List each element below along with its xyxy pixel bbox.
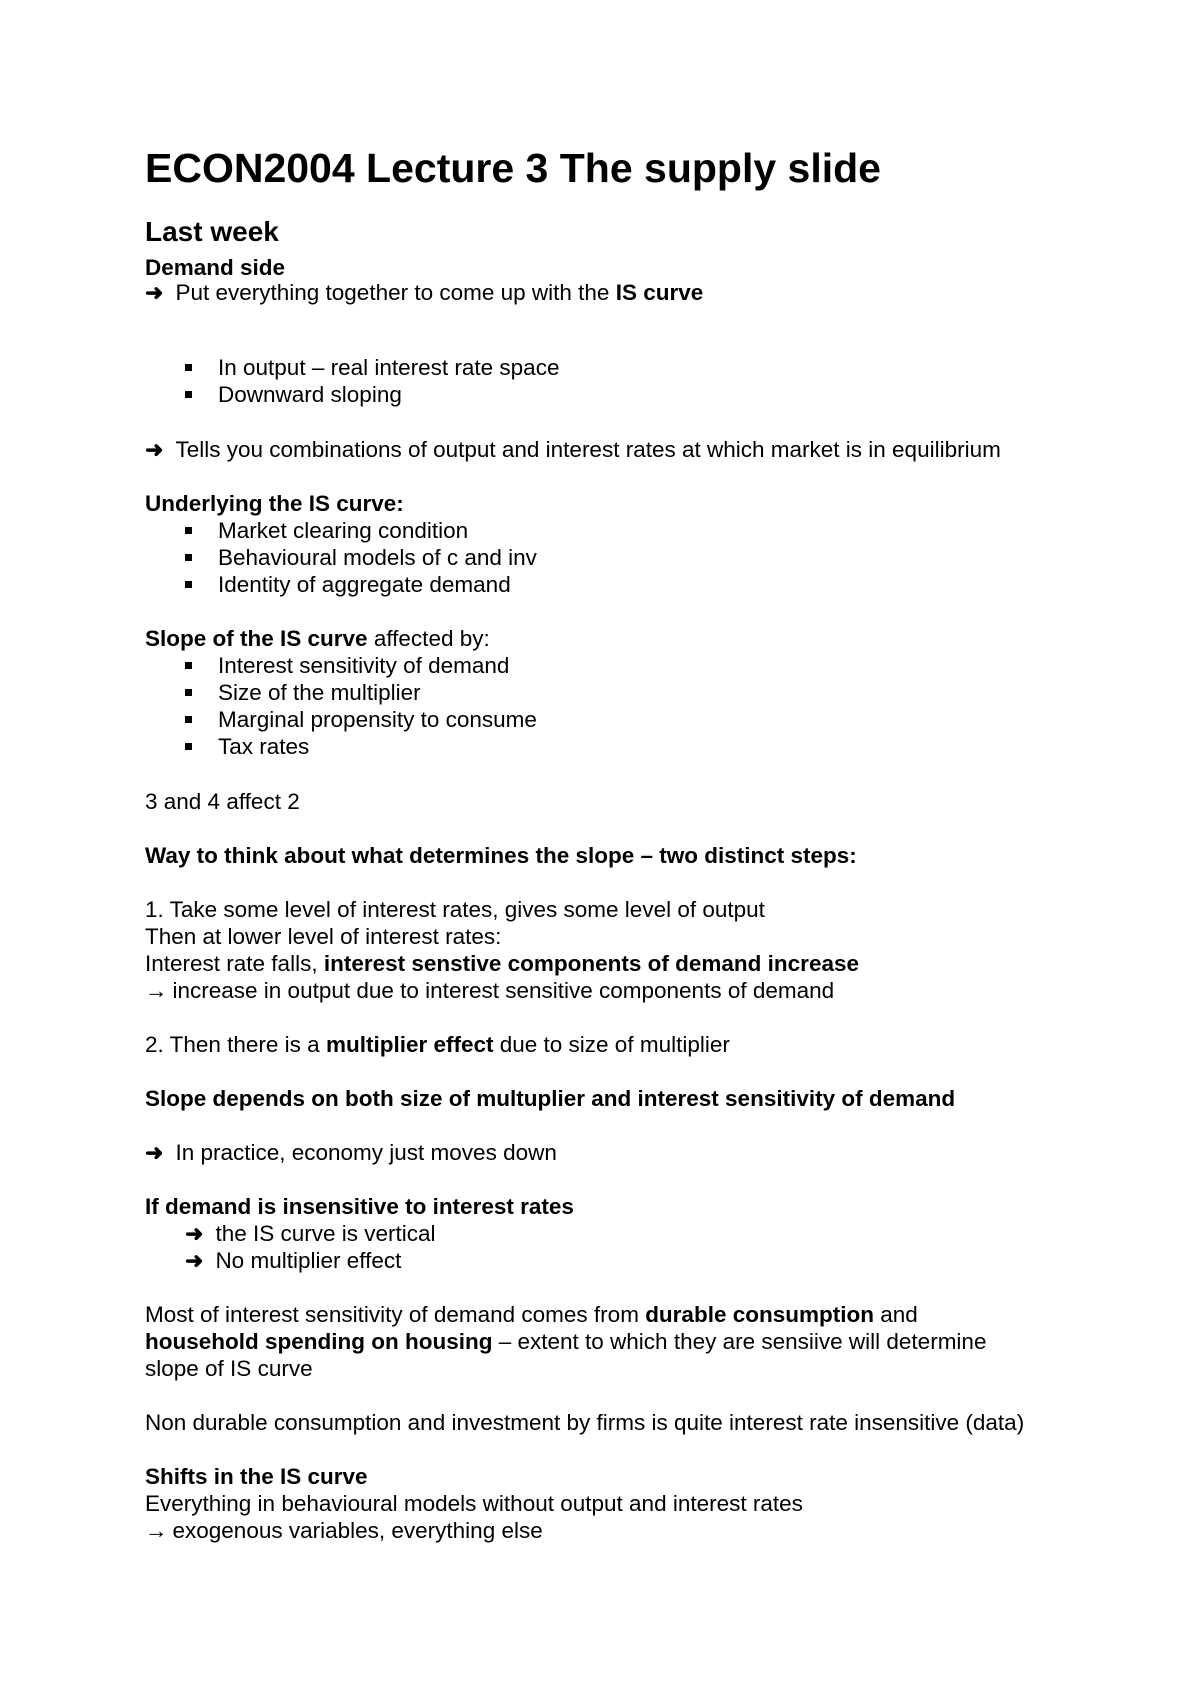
step2-pre: 2. Then there is a [145, 1032, 326, 1057]
arrow-right-icon: → [145, 978, 168, 1003]
arrow-right-bold-icon: ➜ [145, 1140, 164, 1165]
list-item: Interest sensitivity of demand [218, 653, 510, 678]
insensitive-item-text: the IS curve is vertical [215, 1221, 436, 1246]
step1-line4 [145, 977, 834, 1004]
most-line3: slope of IS curve [145, 1356, 313, 1381]
most-post: – extent to which they are sensiive will determine [492, 1329, 987, 1354]
square-bullet-icon [185, 527, 192, 534]
slope-depends: Slope depends on both size of multuplier and interest sensitivity of demand [145, 1086, 956, 1111]
arrow-right-bold-icon: ➜ [145, 280, 164, 305]
square-bullet-icon [185, 554, 192, 561]
non-durable-line: Non durable consumption and investment by firms is quite interest rate insensitive (data) [145, 1410, 1025, 1435]
arrow-right-icon: → [145, 1518, 168, 1543]
demand-side-arrow-text: Put everything together to come up with the [175, 280, 616, 305]
in-practice-line [145, 1139, 557, 1166]
underlying-heading: Underlying the IS curve: [145, 491, 404, 516]
section-heading-last-week: Last week [145, 216, 279, 247]
square-bullet-icon [185, 743, 192, 750]
most-pre: Most of interest sensitivity of demand comes from [145, 1302, 646, 1327]
most-bold2: household spending on housing [145, 1329, 493, 1354]
step1-line4-text: increase in output due to interest sensitive components of demand [172, 978, 835, 1003]
tells-text: Tells you combinations of output and interest rates at which market is in equilibrium [175, 437, 1001, 462]
insensitive-item [185, 1220, 436, 1247]
insensitive-item-text: No multiplier effect [215, 1248, 402, 1273]
list-item: Identity of aggregate demand [218, 572, 511, 597]
way-heading: Way to think about what determines the slope – two distinct steps: [145, 843, 857, 868]
slope-heading-bold: Slope of the IS curve [145, 626, 368, 651]
square-bullet-icon [185, 689, 192, 696]
slope-heading-rest: affected by: [367, 626, 490, 651]
list-item: Size of the multiplier [218, 680, 421, 705]
step2-post: due to size of multiplier [493, 1032, 730, 1057]
most-mid: and [873, 1302, 918, 1327]
slope-note: 3 and 4 affect 2 [145, 789, 300, 814]
most-bold1: durable consumption [645, 1302, 874, 1327]
demand-side-heading: Demand side [145, 255, 286, 280]
step1-line3-bold: interest senstive components of demand increase [323, 951, 859, 976]
list-item: Behavioural models of c and inv [218, 545, 537, 570]
step1-line3-text: Interest rate falls, [145, 951, 324, 976]
square-bullet-icon [185, 662, 192, 669]
list-item: Market clearing condition [218, 518, 469, 543]
page-title: ECON2004 Lecture 3 The supply slide [145, 145, 881, 191]
list-item: Marginal propensity to consume [218, 707, 537, 732]
tells-arrow-line [145, 436, 1001, 463]
step2-line [145, 1031, 730, 1058]
square-bullet-icon [185, 581, 192, 588]
shifts-line2-text: exogenous variables, everything else [172, 1518, 543, 1543]
most-line1 [145, 1301, 918, 1328]
insensitive-item [185, 1247, 401, 1274]
most-line2 [145, 1328, 986, 1355]
shifts-line1: Everything in behavioural models without output and interest rates [145, 1491, 803, 1516]
is-curve-term: IS curve [615, 280, 704, 305]
in-practice-text: In practice, economy just moves down [175, 1140, 557, 1165]
arrow-right-bold-icon: ➜ [185, 1248, 204, 1273]
slope-heading [145, 625, 490, 652]
square-bullet-icon [185, 364, 192, 371]
step1-line1: 1. Take some level of interest rates, gives some level of output [145, 897, 765, 922]
square-bullet-icon [185, 716, 192, 723]
list-item: Downward sloping [218, 382, 402, 407]
square-bullet-icon [185, 391, 192, 398]
arrow-right-bold-icon: ➜ [185, 1221, 204, 1246]
list-item: Tax rates [218, 734, 310, 759]
shifts-line2 [145, 1517, 543, 1544]
insensitive-heading: If demand is insensitive to interest rates [145, 1194, 574, 1219]
step1-line2: Then at lower level of interest rates: [145, 924, 502, 949]
demand-side-arrow-line [145, 279, 703, 306]
list-item: In output – real interest rate space [218, 355, 560, 380]
step2-bold: multiplier effect [325, 1032, 494, 1057]
step1-line3 [145, 950, 859, 977]
arrow-right-bold-icon: ➜ [145, 437, 164, 462]
shifts-heading: Shifts in the IS curve [145, 1464, 368, 1489]
